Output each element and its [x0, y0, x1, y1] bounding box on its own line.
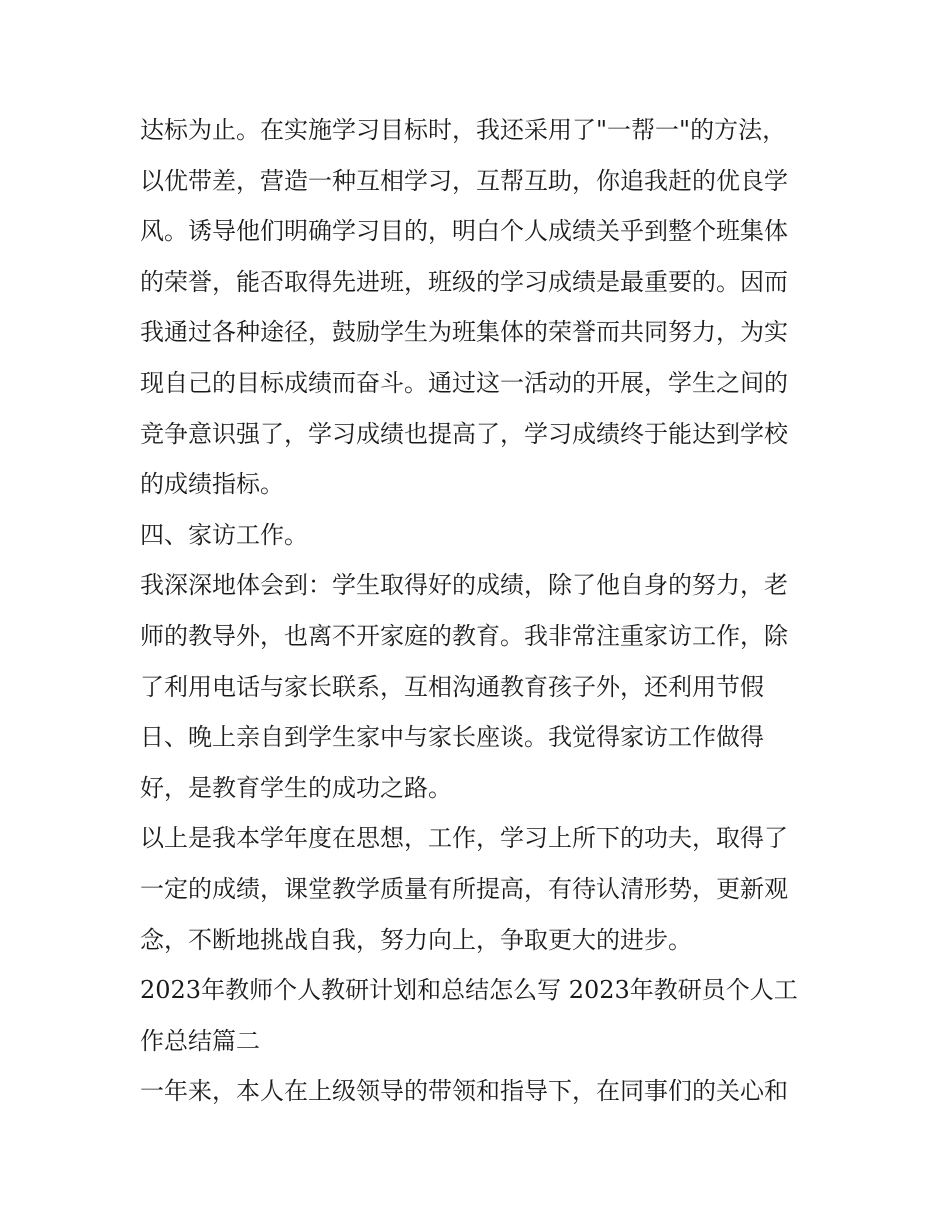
text-line: 现自己的目标成绩而奋斗。通过这一活动的开展，学生之间的	[140, 368, 788, 397]
text-line: 一定的成绩，课堂教学质量有所提高，有待认清形势，更新观	[140, 874, 788, 903]
text-line: 一年来，本人在上级领导的带领和指导下，在同事们的关心和	[140, 1077, 788, 1106]
text-line: 达标为止。在实施学习目标时，我还采用了"一帮一"的方法，	[140, 116, 787, 144]
article-title-line: 2023年教师个人教研计划和总结怎么写 2023年教研员个人工	[140, 976, 798, 1005]
text-line: 好，是教育学生的成功之路。	[140, 773, 452, 802]
text-line: 的荣誉，能否取得先进班，班级的学习成绩是最重要的。因而	[140, 267, 788, 296]
text-line: 了利用电话与家长联系，互相沟通教育孩子外，还利用节假	[140, 672, 764, 701]
text-line: 师的教导外，也离不开家庭的教育。我非常注重家访工作，除	[140, 621, 788, 650]
text-line: 我深深地体会到：学生取得好的成绩，除了他自身的努力，老	[140, 571, 788, 600]
text-line: 以上是我本学年度在思想，工作，学习上所下的功夫，取得了	[140, 824, 788, 853]
text-line: 竞争意识强了，学习成绩也提高了，学习成绩终于能达到学校	[140, 419, 788, 448]
text-line: 日、晚上亲自到学生家中与家长座谈。我觉得家访工作做得	[140, 723, 764, 752]
text-line: 以优带差，营造一种互相学习，互帮互助，你追我赶的优良学	[140, 166, 788, 195]
text-line: 念，不断地挑战自我，努力向上，争取更大的进步。	[140, 925, 692, 954]
text-line: 风。诱导他们明确学习目的，明白个人成绩关乎到整个班集体	[140, 217, 788, 246]
section-heading: 四、家访工作。	[140, 520, 308, 549]
document-body	[140, 105, 820, 1117]
text-line: 的成绩指标。	[140, 470, 284, 499]
article-title-line: 作总结篇二	[140, 1026, 260, 1055]
text-line: 我通过各种途径，鼓励学生为班集体的荣誉而共同努力，为实	[140, 318, 788, 347]
